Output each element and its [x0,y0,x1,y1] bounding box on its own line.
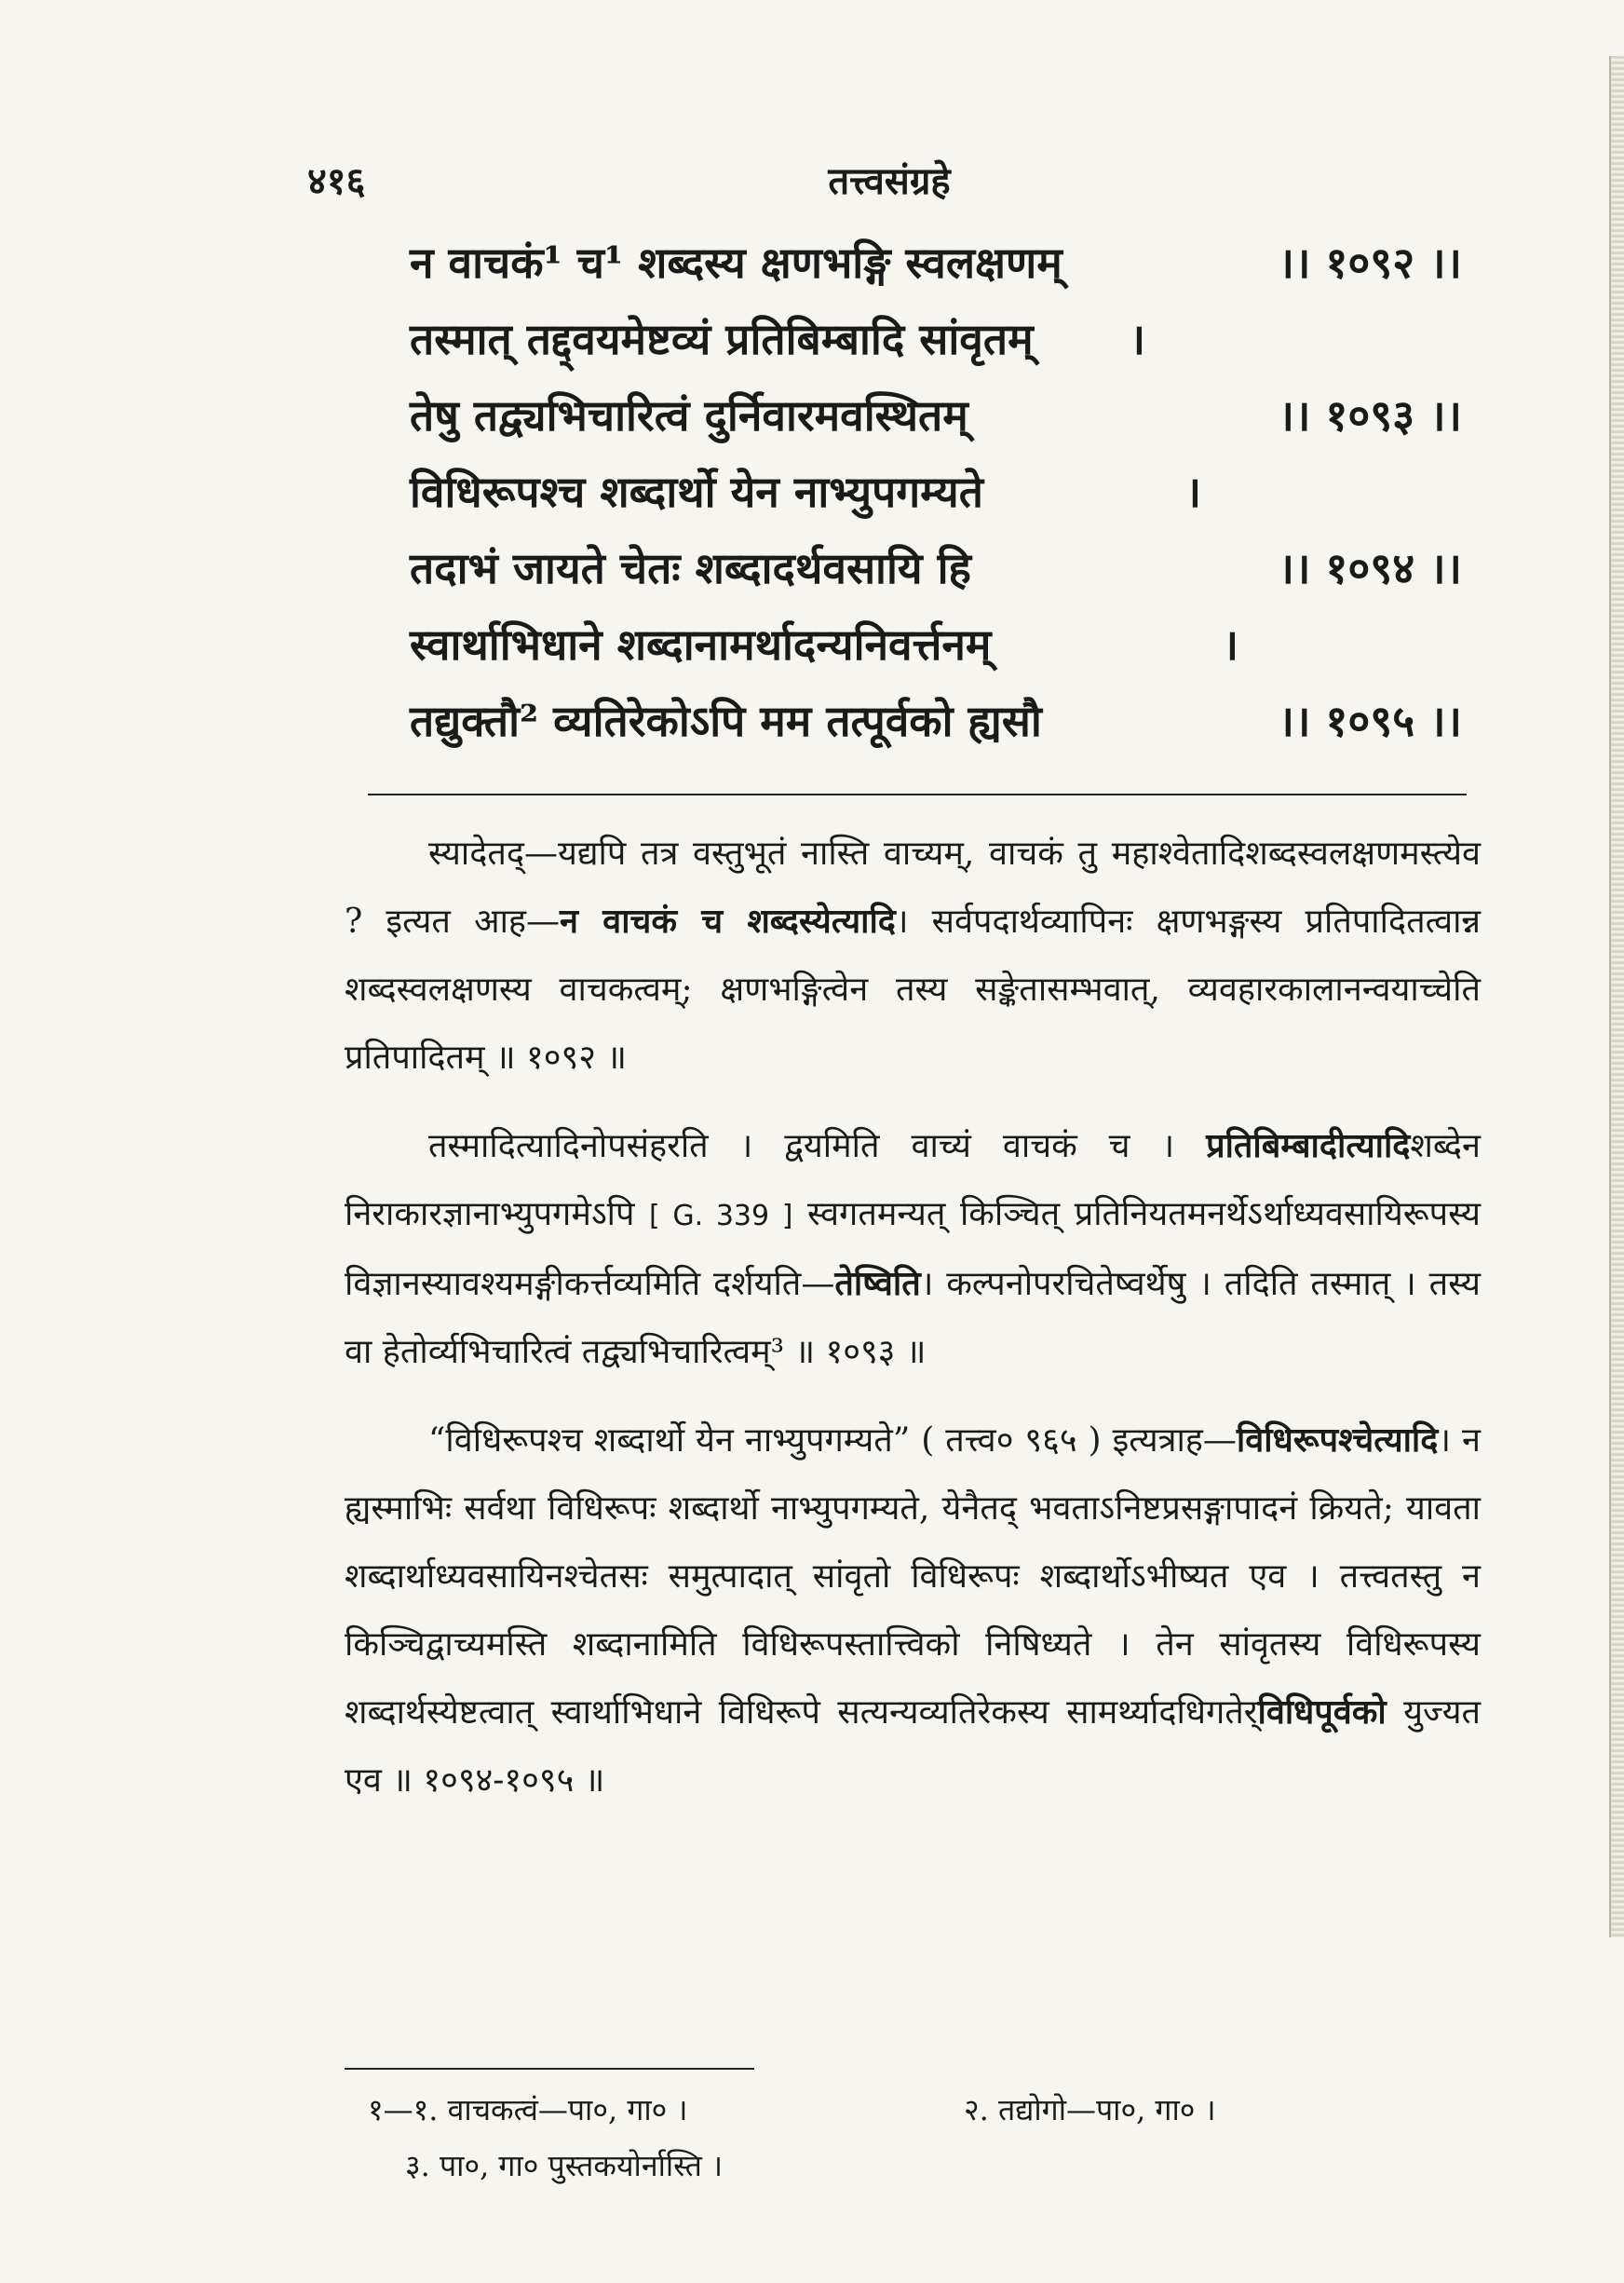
verse-line [410,386,1462,462]
commentary-text: स्यादेतद्—यद्यपि तत्र वस्तुभूतं नास्ति वाच्यम्, वाचकं तु महाश्वेतादिशब्दस्वलक्षणमस्त्येव ? इत्यत आह— [345,835,1481,941]
commentary-text: । सर्वपदार्थव्यापिनः क्षणभङ्गस्य प्रतिपादितत्वान्न शब्दस्वलक्षणस्य वाचकत्वम्; क्षणभङ्गित्वेन तस्य सङ्केतासम्भवात्, व्यवहारकालानन्वयाच्चेति प्रतिपादितम् ॥ १०९२ ॥ [345,903,1481,1077]
commentary-lemma: प्रतिबिम्बादीत्यादि [1206,1126,1411,1165]
verse-number: ।। १०९५ ।। [1278,696,1462,746]
commentary-lemma: विधिरूपश्चेत्यादि [1236,1420,1439,1460]
footnote: ३. पा०, गा० पुस्तकयोर्नास्ति । [405,2148,724,2183]
commentary-lemma: विधिपूर्वको [1257,1692,1387,1732]
commentary-text: । कल्पनोपरचितेष्वर्थेषु । तदिति तस्मात् । तस्य वा हेतोर्व्यभिचारित्वं तद्व्यभिचारित्वम्³ ॥ १०९३ ॥ [345,1265,1481,1371]
section-divider [368,794,1467,795]
verse-line [410,691,1462,768]
verse-line [410,233,1462,309]
verse-number: ।। १०९२ ।। [1278,238,1462,288]
edition-page-reference: [ G. 339 ] [649,1200,793,1232]
verse-text: तद्युक्तौ² व्यतिरेकोऽपि मम तत्पूर्वको ह्यसौ [410,696,1042,746]
commentary-text: । न ह्यस्माभिः सर्वथा विधिरूपः शब्दार्थो नाभ्युपगम्यते, येनैतद् भवताऽनिष्टप्रसङ्गापादनं क्रियते; यावता शब्दार्थाध्यवसायिनश्चेतसः समुत्पादात् सांवृतो विधिरूपः शब्दार्थोऽभीष्यत एव । तत्त्वतस्तु न किञ्चिद्वाच्यमस्ति शब्दानामिति विधिरूपस्तात्त्विको निषिध्यते । तेन सांवृतस्य विधिरूपस्य शब्दार्थस्येष्टत्वात् स्वार्थाभिधाने विधिरूपे सत्यन्यव्यतिरेकस्य सामर्थ्यादधिगतेर् [345,1421,1481,1732]
commentary-text: युज्यत एव ॥ १०९४-१०९५ ॥ [345,1693,1481,1800]
footnote-divider [345,2068,754,2070]
footnotes [368,2082,1467,2194]
commentary-lemma: न वाचकं च शब्दस्येत्यादि [559,902,896,941]
verse-text: तदाभं जायते चेतः शब्दादर्थवसायि हि [410,543,971,593]
verse-text: तस्मात् तद्द्वयमेष्टव्यं प्रतिबिम्बादि सांवृतम् [410,314,1034,364]
commentary-paragraph [345,820,1481,1092]
commentary-text: स्वगतमन्यत् किञ्चित् प्रतिनियतमनर्थेऽर्थाध्यवसायिरूपस्य विज्ञानस्यावश्यमङ्गीकर्त्तव्यमिति दर्शयति— [345,1195,1482,1303]
commentary [345,820,1481,1835]
commentary-text: “विधिरूपश्च शब्दार्थो येन नाभ्युपगम्यते” ( तत्त्व० ९६५ ) इत्यत्राह— [428,1421,1237,1460]
commentary-text: शब्देन निराकारज्ञानाभ्युपगमेऽपि [345,1127,1481,1233]
verse-number: ।। १०९३ ।। [1278,390,1462,441]
page-header [307,154,1471,210]
verse-number: ।। १०९४ ।। [1278,543,1462,593]
page-edge [1609,56,1624,1937]
verse-line [410,462,1462,538]
verse-text: तेषु तद्व्यभिचारित्वं दुर्निवारमवस्थितम् [410,390,968,441]
verse-text: विधिरूपश्च शब्दार्थो येन नाभ्युपगम्यते [410,467,983,517]
verse-line [410,309,1462,386]
verse-text: न वाचकं¹ च¹ शब्दस्य क्षणभङ्गि स्वलक्षणम् [410,238,1062,288]
verse-number: । [1222,619,1238,670]
verse-number: । [1184,467,1201,517]
commentary-lemma: तेष्विति [834,1264,921,1303]
verse-block [410,233,1462,768]
footnote: २. तद्योगो—पा०, गा० । [964,2092,1216,2127]
commentary-paragraph [345,1406,1481,1814]
commentary-text: तस्मादित्यादिनोपसंहरति । द्वयमिति वाच्यं वाचकं च । [428,1127,1175,1165]
verse-line [410,615,1462,691]
verse-number: । [1129,314,1145,364]
page-number: ४१६ [307,159,366,203]
footnote: १—१. वाचकत्वं—पा०, गा० । [368,2092,688,2127]
verse-line [410,538,1462,615]
commentary-paragraph [345,1112,1481,1386]
verse-text: स्वार्थाभिधाने शब्दानामर्थादन्यनिवर्त्तनम् [410,619,992,670]
running-title: तत्त्वसंग्रहे [828,159,951,203]
